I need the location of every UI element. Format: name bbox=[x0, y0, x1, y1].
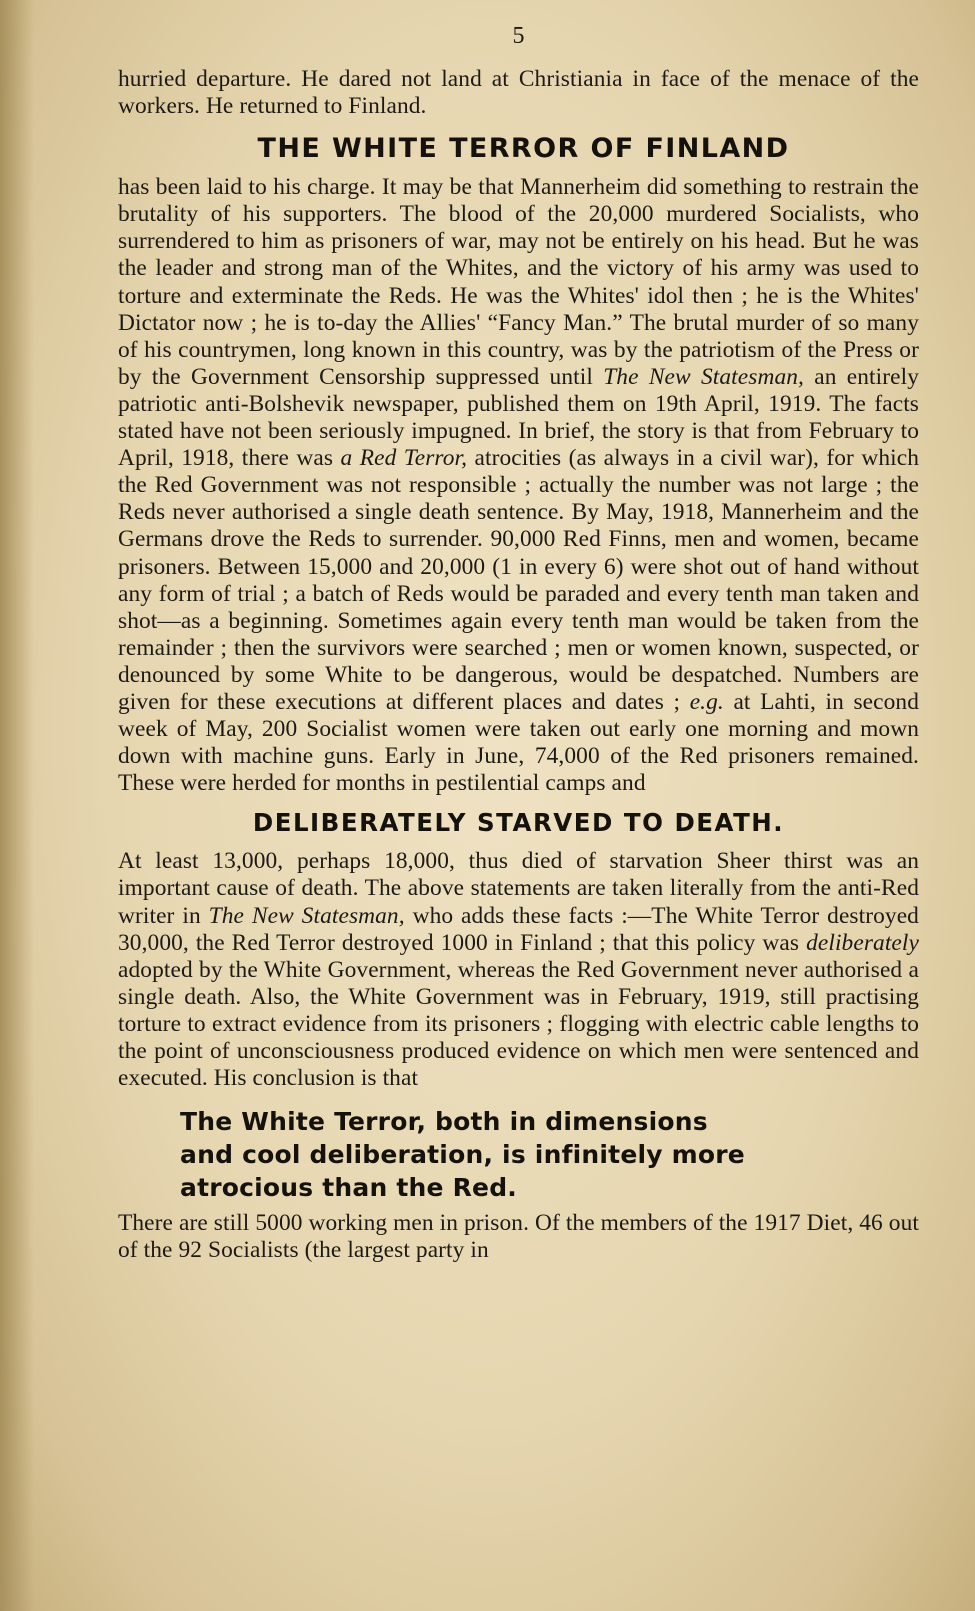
text-segment: has been laid to his charge. It may be that Mannerheim did something to restrain the brutality of his supporters. The blood of the 20,000 murdered Socialists, who surrendered to him as prisoners of war, may not be entirely on his head. But he was the leader and strong man of the Whites, and the victory of his army was used to torture and exterminate the Reds. He was the Whites' idol then ; he is the Whites' Dictator now ; he is to-day the Allies' “Fancy Man.” The brutal murder of so many of his countrymen, long known in this country, was by the patriotism of the Press or by the Government Censorship suppressed until bbox=[118, 174, 919, 390]
page-number: 5 bbox=[512, 23, 525, 49]
text-segment: an entirely patriotic anti-Bolshevik newspaper, published them on 19th April, 1919. The facts stated have not been seriously impugned. In brief, the story is that from February to April, 1918, there was bbox=[118, 363, 920, 472]
conclusion-heading bbox=[180, 1105, 919, 1204]
text-segment: adopted by the White Government, whereas the Red Government never authorised a single death. Also, the White Government was in February, 1919, still practising torture to extract evidence from its prisoners ; flogging with electric cable lengths to the point of unconsciousness produced evidence on which men were sentenced and executed. His conclusion is that bbox=[118, 956, 919, 1092]
intro-paragraph: hurried departure. He dared not land at Christiania in face of the menace of the workers. He returned to Finland. bbox=[118, 66, 919, 120]
heading-white-terror: THE WHITE TERROR OF FINLAND bbox=[257, 133, 790, 165]
italic-segment: deliberately bbox=[806, 929, 919, 956]
heading-starved: DELIBERATELY STARVED TO DEATH. bbox=[252, 808, 785, 838]
italic-segment: The New Statesman, bbox=[603, 363, 804, 390]
conclusion-line-1: The White Terror, both in dimensions bbox=[180, 1107, 708, 1137]
text-segment: at Lahti, in second week of May, 200 Socialist women were taken out early one morning and mown down with machine guns. Early in June, 74,000 of the Red prisoners remained. These were herded for months in pestilential camps and bbox=[118, 688, 919, 797]
italic-segment: a Red Terror, bbox=[340, 445, 468, 472]
text-segment: atrocities (as always in a civil war), for which the Red Government was not responsible ; actually the number was not large ; the Reds never authorised a single death sentence. By May, 1918, Mannerheim and the Germans drove the Reds to surrender. 90,000 Red Finns, men and women, became prisoners. Between 15,000 and 20,000 (1 in every 6) were shot out of hand without any form of trial ; a batch of Reds would be paraded and every tenth man taken and shot—as a beginning. Sometimes again every tenth man would be taken from the remainder ; then the survivors were searched ; men or women known, suspected, or denounced by some White to be dangerous, would be despatched. Numbers are given for these executions at different places and dates ; bbox=[118, 445, 919, 715]
italic-segment: The New Statesman, bbox=[208, 902, 405, 929]
italic-segment: e.g. bbox=[689, 688, 724, 715]
final-paragraph: There are still 5000 working men in prison. Of the members of the 1917 Diet, 46 out of the 92 Socialists (the largest party in bbox=[118, 1210, 919, 1264]
second-paragraph bbox=[118, 848, 919, 1092]
conclusion-line-2: and cool deliberation, is infinitely more bbox=[180, 1140, 745, 1170]
conclusion-line-3: atrocious than the Red. bbox=[180, 1173, 517, 1203]
text-segment: who adds these facts :—The White Terror destroyed 30,000, the Red Terror destroyed 1000 in Finland ; that this policy was bbox=[118, 902, 919, 956]
main-paragraph bbox=[118, 174, 919, 797]
text-segment: At least 13,000, perhaps 18,000, thus died of starvation Sheer thirst was an important cause of death. The above statements are taken literally from the anti-Red writer in bbox=[118, 848, 919, 929]
